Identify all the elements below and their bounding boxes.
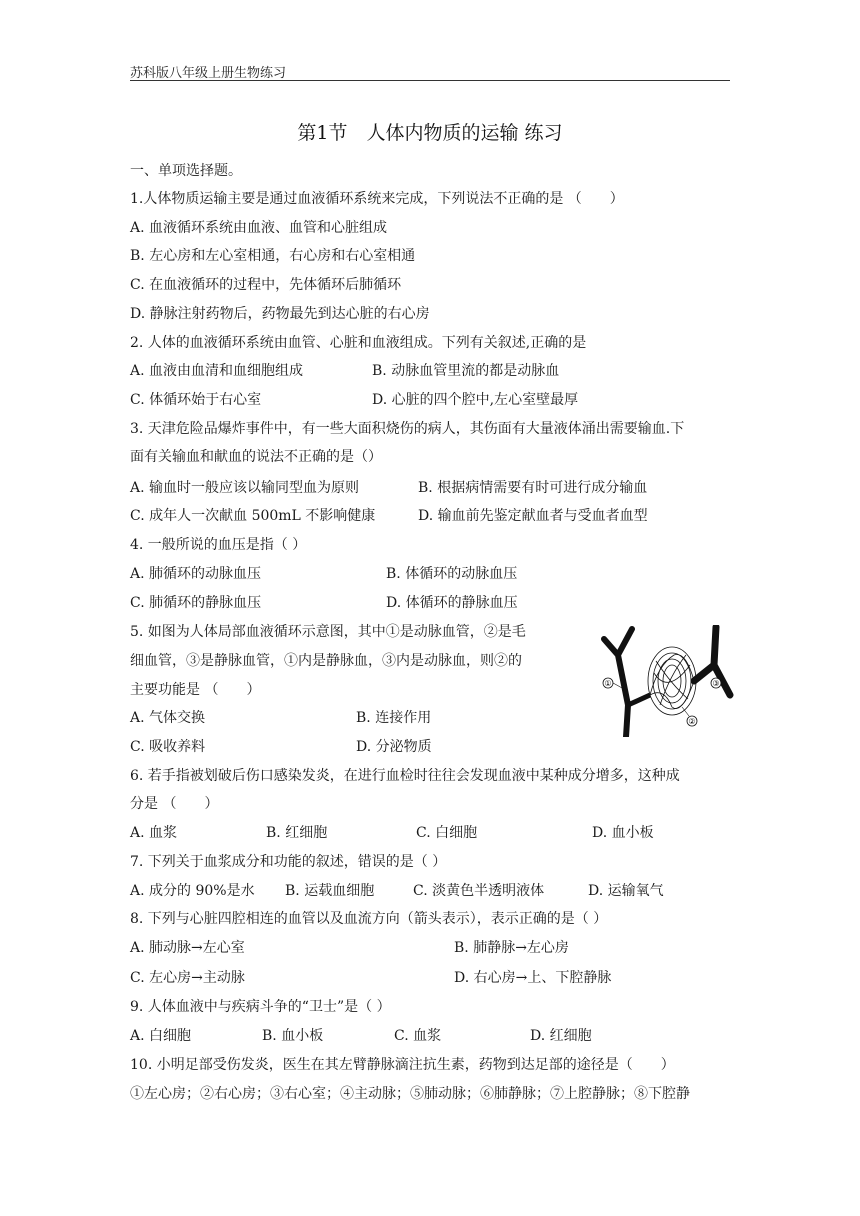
question-8-stem: 8. 下列与心脏四腔相连的血管以及血流方向（箭头表示），表示正确的是（ ） (130, 911, 608, 927)
question-7-option-b: B. 运载血细胞 (285, 883, 375, 899)
figure-label-2: ② (688, 717, 696, 726)
question-9-stem: 9. 人体血液中与疾病斗争的“卫士”是（ ） (130, 999, 391, 1015)
question-5-stem-line1: 5. 如图为人体局部血液循环示意图，其中①是动脉血管，②是毛 (130, 624, 526, 640)
question-4-option-b: B. 体循环的动脉血压 (386, 566, 518, 582)
question-4-option-d: D. 体循环的静脉血压 (386, 595, 518, 611)
question-2-option-b: B. 动脉血管里流的都是动脉血 (372, 363, 560, 379)
question-9-option-d: D. 红细胞 (530, 1028, 592, 1044)
question-8-option-c: C. 左心房→主动脉 (130, 970, 245, 986)
question-6-option-a: A. 血浆 (130, 825, 178, 841)
question-6-stem-line2: 分是 （ ） (130, 796, 219, 812)
question-3-option-b: B. 根据病情需要有时可进行成分输血 (418, 480, 648, 496)
question-9-option-a: A. 白细胞 (130, 1028, 192, 1044)
question-9-option-c: C. 血浆 (394, 1028, 442, 1044)
figure-label-1: ① (604, 679, 612, 688)
question-5-stem-line2: 细血管，③是静脉血管，①内是静脉血，③内是动脉血，则②的 (130, 653, 522, 669)
question-6-option-c: C. 白细胞 (416, 825, 478, 841)
question-1-option-d: D. 静脉注射药物后，药物最先到达心脏的右心房 (130, 306, 430, 322)
question-1-option-c: C. 在血液循环的过程中，先体循环后肺循环 (130, 277, 402, 293)
page-title: 第1节 人体内物质的运输 练习 (297, 122, 563, 144)
question-1-stem: 1.人体物质运输主要是通过血液循环系统来完成，下列说法不正确的是 （ ） (130, 191, 624, 207)
question-8-option-a: A. 肺动脉→左心室 (130, 940, 245, 956)
header-divider (130, 80, 730, 81)
circulation-diagram-svg (598, 625, 738, 737)
question-5-option-b: B. 连接作用 (356, 710, 432, 726)
question-3-option-a: A. 输血时一般应该以输同型血为原则 (130, 480, 360, 496)
question-4-option-c: C. 肺循环的静脉血压 (130, 595, 262, 611)
question-9-option-b: B. 血小板 (262, 1028, 324, 1044)
question-8-option-d: D. 右心房→上、下腔静脉 (454, 970, 612, 986)
question-4-option-a: A. 肺循环的动脉血压 (130, 566, 262, 582)
question-3-option-d: D. 输血前先鉴定献血者与受血者血型 (418, 508, 648, 524)
question-2-option-d: D. 心脏的四个腔中,左心室壁最厚 (372, 392, 579, 408)
question-7-option-a: A. 成分的 90%是水 (130, 883, 255, 899)
circulation-diagram (598, 625, 738, 737)
question-2-option-c: C. 体循环始于右心室 (130, 392, 262, 408)
question-1-option-b: B. 左心房和左心室相通，右心房和右心室相通 (130, 248, 416, 264)
figure-label-3: ③ (712, 679, 720, 688)
question-4-stem: 4. 一般所说的血压是指（ ） (130, 537, 307, 553)
question-5-option-a: A. 气体交换 (130, 710, 206, 726)
question-1-option-a: A. 血液循环系统由血液、血管和心脏组成 (130, 220, 388, 236)
question-7-option-d: D. 运输氧气 (588, 883, 664, 899)
question-10-options: ①左心房；②右心房；③右心室；④主动脉；⑤肺动脉；⑥肺静脉；⑦上腔静脉；⑧下腔静 (130, 1086, 690, 1102)
question-6-option-d: D. 血小板 (592, 825, 654, 841)
page-header: 苏科版八年级上册生物练习 (130, 66, 287, 81)
question-7-stem: 7. 下列关于血浆成分和功能的叙述，错误的是（ ） (130, 854, 447, 870)
question-3-stem-line2: 面有关输血和献血的说法不正确的是（） (130, 449, 382, 465)
question-5-stem-line3: 主要功能是 （ ） (130, 682, 261, 698)
question-5-option-d: D. 分泌物质 (356, 739, 432, 755)
question-10-stem: 10. 小明足部受伤发炎，医生在其左臂静脉滴注抗生素，药物到达足部的途径是（ ） (130, 1057, 675, 1073)
question-2-option-a: A. 血液由血清和血细胞组成 (130, 363, 304, 379)
section-heading: 一、单项选择题。 (130, 163, 242, 179)
question-2-stem: 2. 人体的血液循环系统由血管、心脏和血液组成。下列有关叙述,正确的是 (130, 335, 587, 351)
question-5-option-c: C. 吸收养料 (130, 739, 206, 755)
question-6-stem-line1: 6. 若手指被划破后伤口感染发炎，在进行血检时往往会发现血液中某种成分增多，这种成 (130, 768, 680, 784)
question-8-option-b: B. 肺静脉→左心房 (454, 940, 569, 956)
question-3-stem-line1: 3. 天津危险品爆炸事件中，有一些大面积烧伤的病人，其伤面有大量液体涌出需要输血.下 (130, 421, 685, 437)
question-7-option-c: C. 淡黄色半透明液体 (413, 883, 545, 899)
question-6-option-b: B. 红细胞 (266, 825, 328, 841)
question-3-option-c: C. 成年人一次献血 500mL 不影响健康 (130, 508, 376, 524)
